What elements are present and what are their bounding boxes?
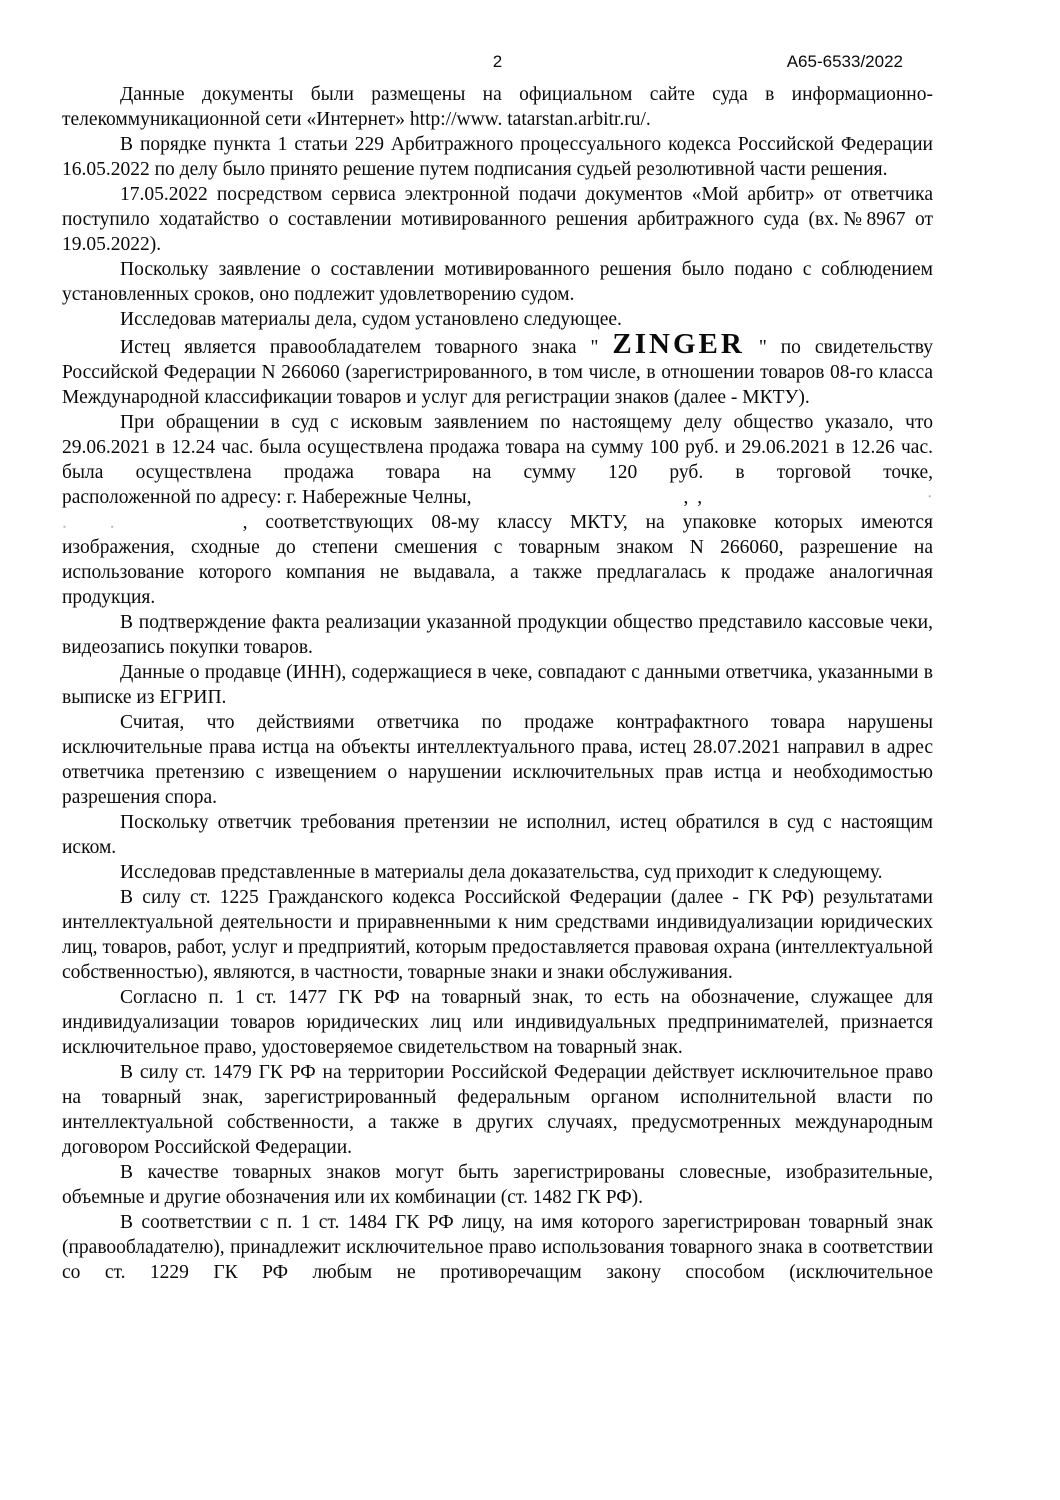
page-number: 2 [492, 52, 503, 71]
paragraph-lawsuit: Поскольку ответчик требования претензии не исполнил, истец обратился в суд с настоящим иском. [62, 812, 933, 858]
paragraph-motion: 17.05.2022 посредством сервиса электронной подачи документов «Мой арбитр» от ответчика поступило ходатайство о составлении мотивированного решения арбитражного суда (вх.№8967 от 19.05.2022). [62, 184, 933, 255]
paragraph-evidence: В подтверждение факта реализации указанной продукции общество представило кассовые чеки, видеозапись покупки товаров. [62, 612, 933, 658]
paragraph-gk1484: В соответствии с п. 1 ст. 1484 ГК РФ лицу, на имя которого зарегистрирован товарный знак (правообладателю), принадлежит исключительное право использования товарного знака в соответствии со ст. 1229 ГК РФ любым не противоречащим закону способом (исключительное [62, 1212, 933, 1283]
paragraph-gk1479: В силу ст. 1479 ГК РФ на территории Российской Федерации действует исключительное право на товарный знак, зарегистрированный федеральным органом исполнительной власти по интеллектуальной собственности, а также в других случаях, предусмотренных международным договором Российской Федерации. [62, 1062, 933, 1158]
redaction-remnant-marks: , , [683, 487, 703, 508]
paragraph-publication: Данные документы были размещены на официальном сайте суда в информационно-телекоммуникационной сети «Интернет» http://www. tatarstan.arbitr.ru/. [62, 84, 933, 130]
paragraph-deadline: Поскольку заявление о составлении мотивированного решения было подано с соблюдением установленных сроков, оно подлежит удовлетворению судом. [62, 259, 933, 305]
redaction-gap [472, 502, 684, 503]
paragraph-seller-data: Данные о продавце (ИНН), содержащиеся в чеке, совпадают с данными ответчика, указанными в выписке из ЕГРИП. [62, 662, 933, 708]
redaction-gap [115, 527, 243, 528]
quote-mark: " [590, 337, 599, 358]
text-segment: по свидетельству Российской Федерации N 266060 (зарегистрированного, в том числе, в отношении товаров 08-го класса Международной классификации товаров и услуг для регистрации знаков (далее - МКТУ). [62, 337, 934, 408]
text-segment: Истец является правообладателем товарного знака [120, 337, 577, 358]
document-body [62, 82, 933, 1285]
paragraph-pretension: Считая, что действиями ответчика по продаже контрафактного товара нарушены исключительные права истца на объекты интеллектуального права, истец 28.07.2021 направил в адрес ответчика претензию с извещением о нарушении исключительных прав истца и необходимостью разрешения спора. [62, 712, 933, 808]
paragraph-claim-part2: изображения, сходные до степени смешения с товарным знаком N 266060, разрешение на использование которого компания не выдавала, а также предлагалась к продаже аналогичная продукция. [62, 537, 933, 608]
redaction-artifact: · [926, 487, 933, 508]
redacted-line-address [62, 485, 933, 510]
quote-mark: " [758, 337, 767, 358]
redacted-line-goods [62, 510, 933, 535]
page-header [62, 52, 933, 82]
paragraph-materials: Исследовав материалы дела, судом установлено следующее. [120, 309, 622, 330]
redaction-artifact: . . [62, 512, 115, 533]
text-segment: расположенной по адресу: г. Набережные Челны, [62, 487, 472, 508]
text-segment: , соответствующих 08-му классу МКТУ, на упаковке которых имеются [242, 512, 933, 533]
paragraph-resolution: В порядке пункта 1 статьи 229 Арбитражного процессуального кодекса Российской Федерации 16.05.2022 по делу было принято решение путем подписания судьей резолютивной части решения. [62, 134, 933, 180]
paragraph-gk1482: В качестве товарных знаков могут быть зарегистрированы словесные, изобразительные, объемные и другие обозначения или их комбинации (ст. 1482 ГК РФ). [62, 1162, 933, 1208]
paragraph-claim-part1: При обращении в суд с исковым заявлением по настоящему делу общество указало, что 29.06.2021 в 12.24 час. была осуществлена продажа товара на сумму 100 руб. и 29.06.2021 в 12.26 час. была осуществлена продажа товара на сумму 120 руб. в торговой точке, [62, 412, 933, 483]
case-number: А65-6533/2022 [786, 52, 903, 71]
paragraph-gk1477: Согласно п. 1 ст. 1477 ГК РФ на товарный знак, то есть на обозначение, служащее для индивидуализации товаров юридических лиц или индивидуальных предпринимателей, признается исключительное право, удостоверяемое свидетельством на товарный знак. [62, 987, 933, 1058]
paragraph-court-conclusion: Исследовав представленные в материалы дела доказательства, суд приходит к следующему. [120, 862, 883, 883]
trademark-zinger-logo: ZINGER [612, 328, 745, 360]
paragraph-trademark-owner [62, 328, 934, 410]
paragraph-gk1225: В силу ст. 1225 Гражданского кодекса Российской Федерации (далее - ГК РФ) результатами интеллектуальной деятельности и приравненными к ним средствами индивидуализации юридических лиц, товаров, работ, услуг и предприятий, которым предоставляется правовая охрана (интеллектуальной собственностью), являются, в частности, товарные знаки и знаки обслуживания. [62, 887, 933, 983]
